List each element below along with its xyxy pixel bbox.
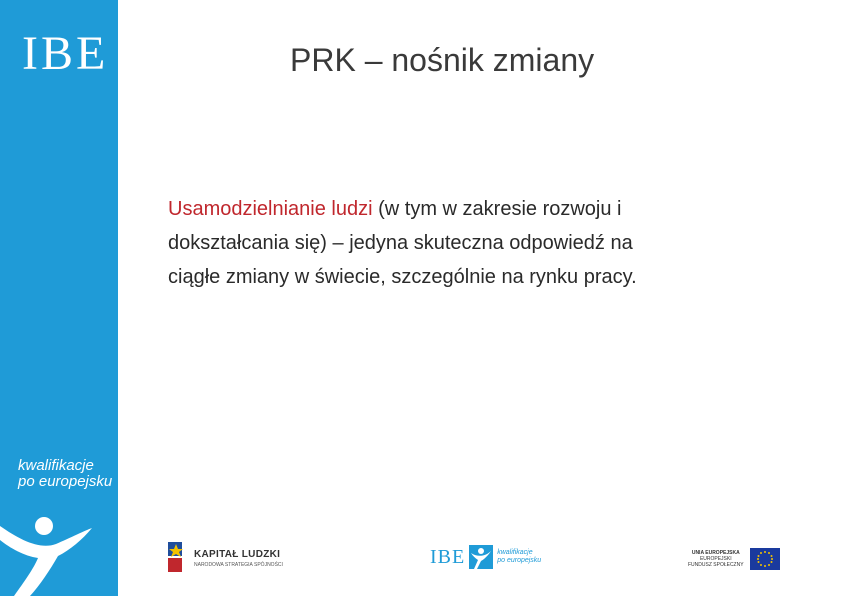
slide-title: PRK – nośnik zmiany: [290, 42, 595, 78]
running-figure-icon: [0, 510, 118, 596]
tagline-line-1: kwalifikacje: [18, 457, 94, 474]
tagline: [18, 458, 116, 490]
tagline-line-2: po europejsku: [18, 473, 113, 490]
ibe-footer-tagline: [497, 549, 541, 565]
ibe-footer-tagline-1: kwalifikacje: [497, 549, 533, 556]
body-line-1-rest: (w tym w zakresie rozwoju i: [372, 198, 622, 220]
kapital-ludzki-star-icon: [166, 538, 186, 578]
kapital-ludzki-logo: [166, 538, 283, 578]
highlight-text: Usamodzielnianie ludzi: [168, 198, 373, 220]
eu-text-1: UNIA EUROPEJSKA: [691, 550, 740, 556]
ibe-footer-logo: [430, 545, 541, 569]
eu-text-2: EUROPEJSKI: [699, 556, 732, 562]
ibe-footer-text: IBE: [430, 545, 466, 568]
eu-flag-icon: [750, 548, 780, 570]
body-text: [168, 192, 768, 294]
ibe-footer-tagline-2: po europejsku: [497, 557, 542, 564]
figure-badge-icon: [469, 545, 493, 569]
eu-text-3: FUNDUSZ SPOŁECZNY: [688, 562, 744, 568]
kapital-ludzki-sub: NARODOWA STRATEGIA SPÓJNOŚCI: [194, 561, 283, 568]
body-line-1: [168, 192, 768, 226]
body-line-3: ciągłe zmiany w świecie, szczególnie na rynku pracy.: [168, 266, 637, 288]
eu-text: [688, 550, 744, 568]
body-line-2: dokształcania się) – jedyna skuteczna odpowiedź na: [168, 232, 633, 254]
sidebar: [0, 0, 118, 596]
eu-logo: [688, 548, 780, 570]
kapital-ludzki-title: KAPITAŁ LUDZKI: [194, 548, 281, 560]
ibe-logo: IBE: [22, 27, 109, 80]
